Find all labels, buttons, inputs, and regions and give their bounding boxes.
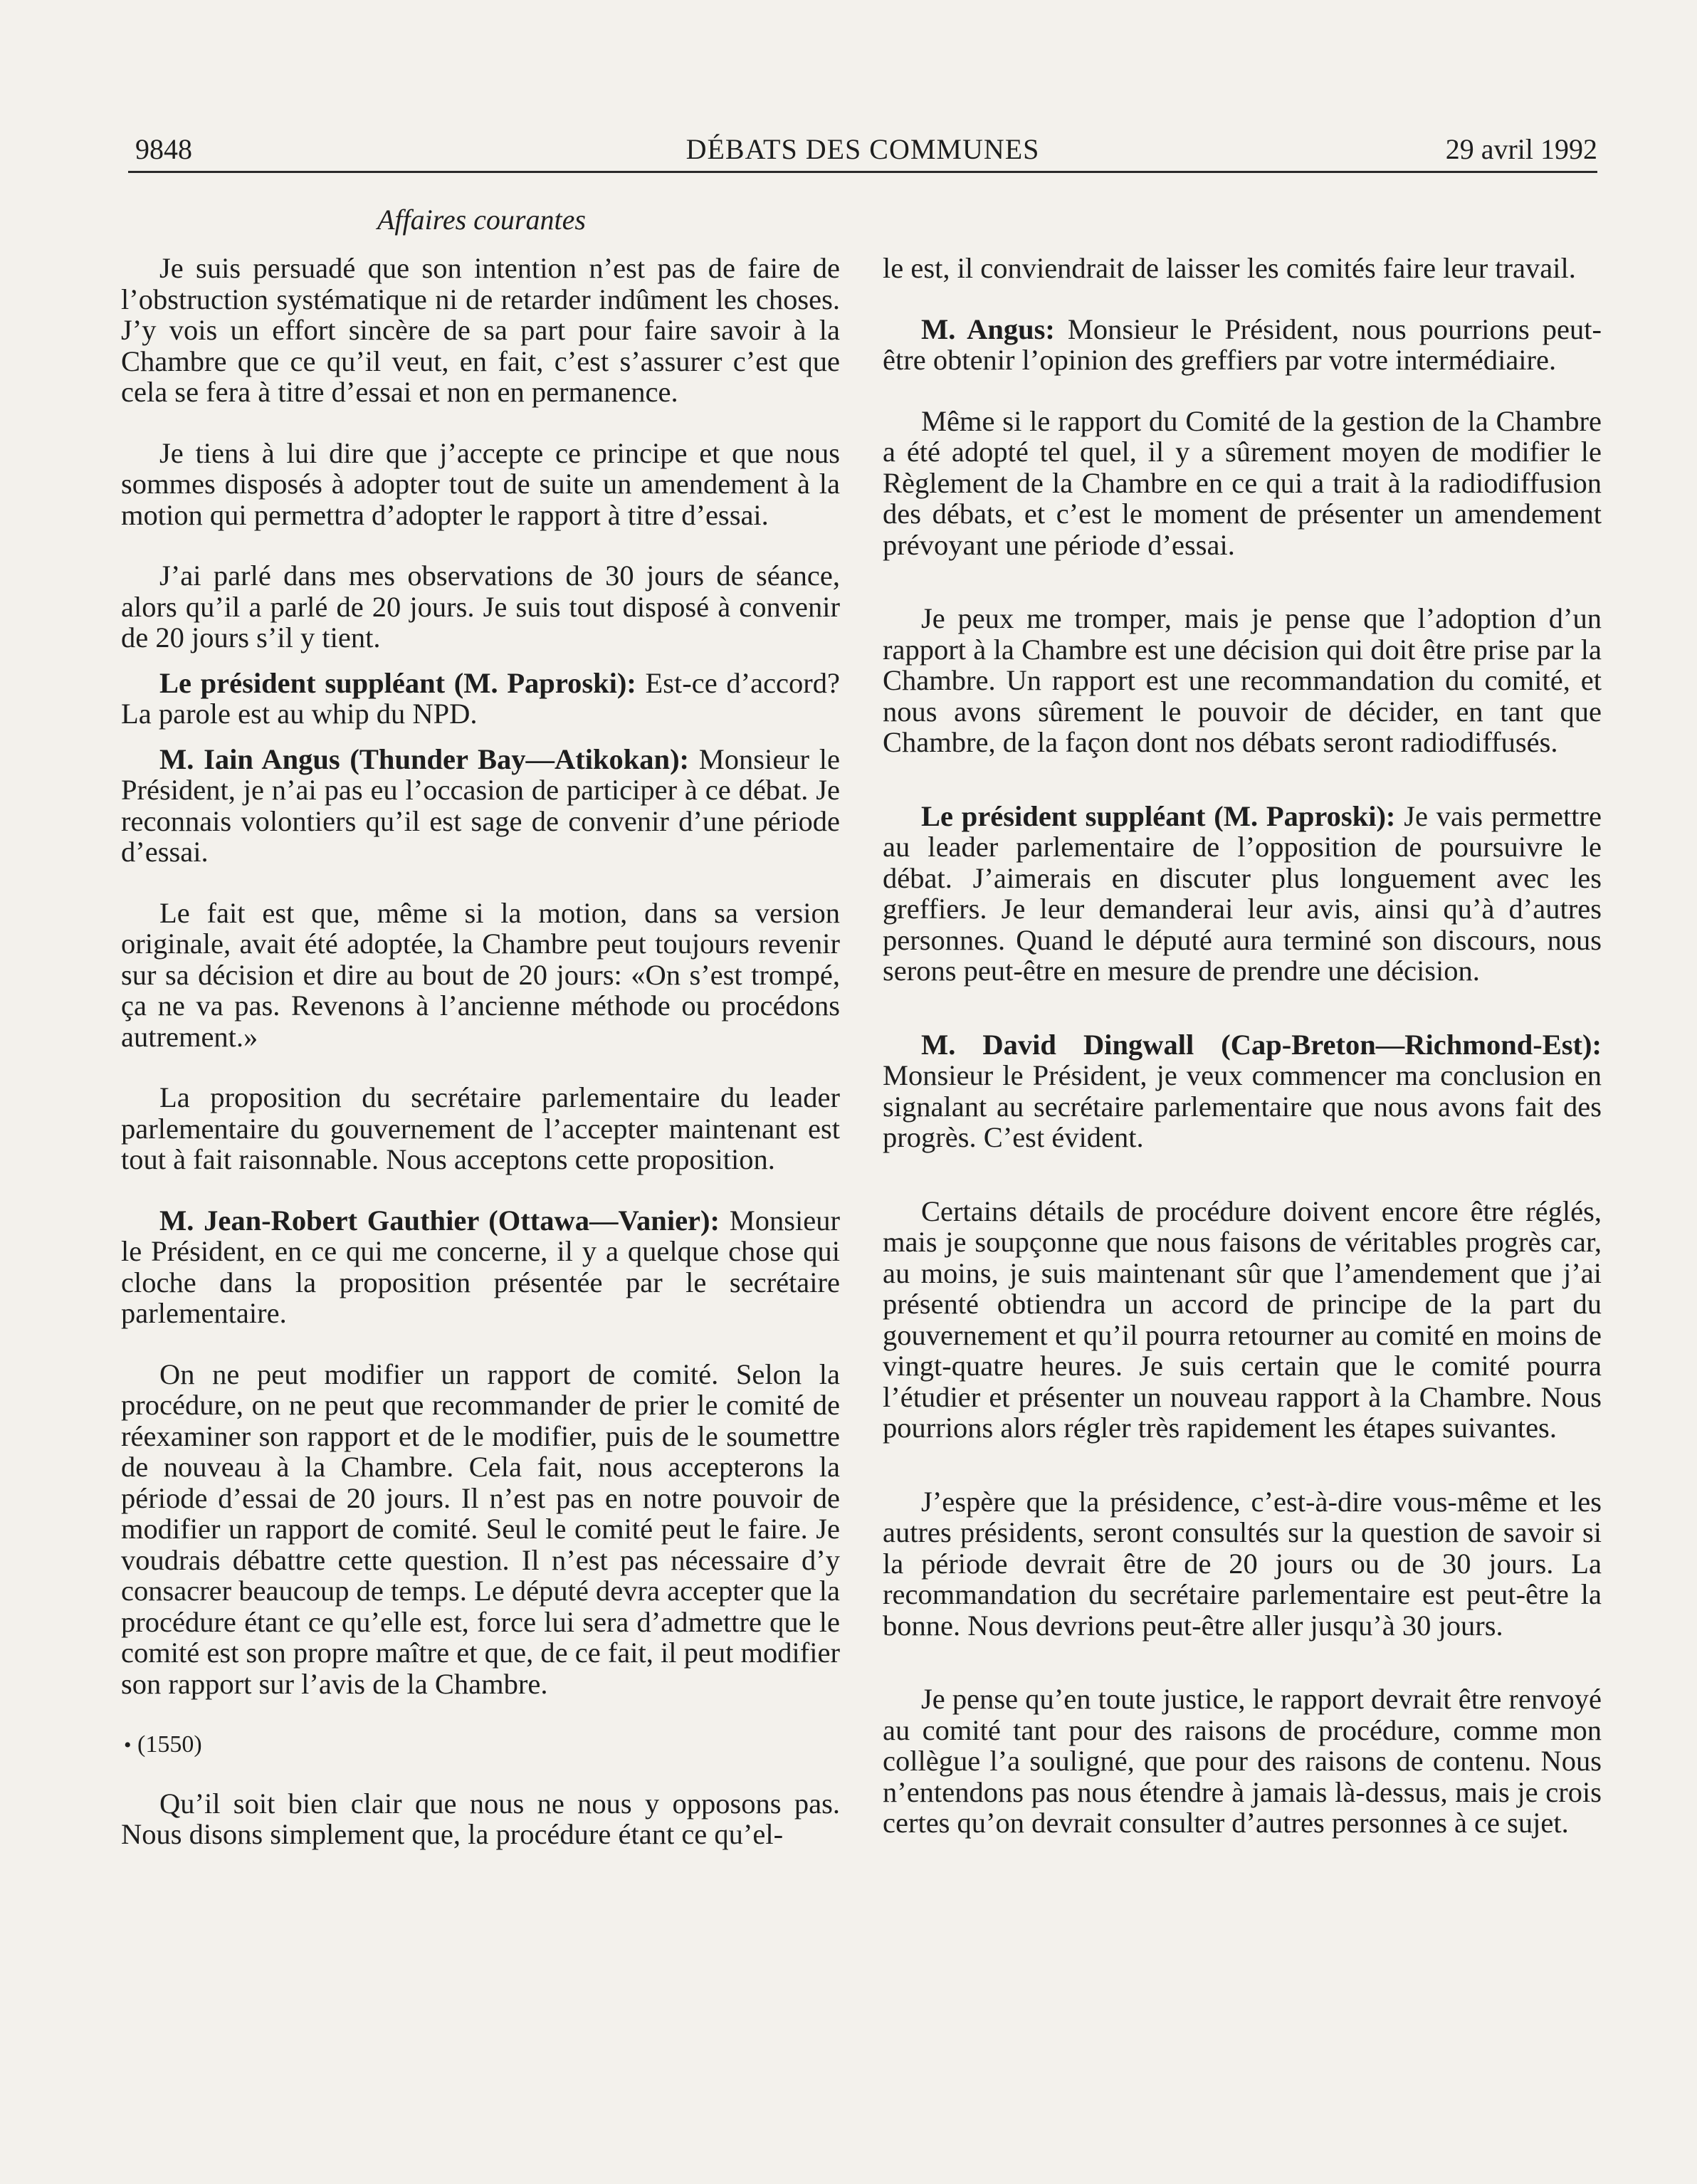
paragraph: J’ai parlé dans mes observations de 30 jours de séance, alors qu’il a parlé de 20 jours. Je suis tout disposé à convenir de 20 jours s’il y tient.: [121, 560, 840, 653]
speaker-paragraph: M. Angus: Monsieur le Président, nous pourrions peut-être obtenir l’opinion des greffiers par votre intermédiaire.: [883, 313, 1602, 376]
paragraph: La proposition du secrétaire parlementaire du leader parlementaire du gouvernement de l’accepter maintenant est tout à fait raisonnable. Nous acceptons cette proposition.: [121, 1081, 840, 1175]
section-title: Affaires courantes: [377, 204, 586, 236]
paragraph: Certains détails de procédure doivent encore être réglés, mais je soupçonne que nous faisons de véritables progrès car, au moins, je suis maintenant sûr que l’amendement que j’ai présenté obtiendra un accord de principe de la part du gouvernement et qu’il pourra retourner au comité en moins de vingt-quatre heures. Je suis certain que le comité pourra l’étudier et présenter un nouveau rapport à la Chambre. Nous pourrions alors régler très rapidement les étapes suivantes.: [883, 1195, 1602, 1444]
speaker-paragraph: M. David Dingwall (Cap-Breton—Richmond-Est): Monsieur le Président, je veux commencer ma conclusion en signalant au secrétaire parlementaire que nous avons fait des progrès. C’est évident.: [883, 1028, 1602, 1153]
paragraph: Qu’il soit bien clair que nous ne nous y opposons pas. Nous disons simplement que, la procédure étant ce qu’el-: [121, 1787, 840, 1850]
speaker-name: M. Angus:: [921, 313, 1055, 345]
speaker-name: Le président suppléant (M. Paproski):: [159, 666, 636, 699]
paragraph-continued: le est, il conviendrait de laisser les comités faire leur travail.: [883, 252, 1576, 284]
page-number: 9848: [135, 133, 192, 165]
speaker-name: M. Iain Angus (Thunder Bay—Atikokan):: [159, 742, 690, 775]
paragraph: On ne peut modifier un rapport de comité. Selon la procédure, on ne peut que recommander de prier le comité de réexaminer son rapport et de le modifier, puis de le soumettre de nouveau à la Chambre. Cela fait, nous accepterons la période d’essai de 20 jours. Il n’est pas en notre pouvoir de modifier un rapport de comité. Seul le comité peut le faire. Je voudrais débattre cette question. Il n’est pas nécessaire d’y consacrer beaucoup de temps. Le député devra accepter que la procédure étant ce qu’elle est, force lui sera d’admettre que le comité est son propre maître et que, de ce fait, il peut modifier son rapport sur l’avis de la Chambre.: [121, 1358, 840, 1700]
speaker-paragraph: M. Iain Angus (Thunder Bay—Atikokan): Monsieur le Président, je n’ai pas eu l’occasion de participer à ce débat. Je reconnais volontiers qu’il est sage de convenir d’une période d’essai.: [121, 742, 840, 868]
publication-date: 29 avril 1992: [1445, 133, 1597, 165]
paragraph: Je tiens à lui dire que j’accepte ce principe et que nous sommes disposés à adopter tout de suite un amendement à la motion qui permettra d’adopter le rapport à titre d’essai.: [121, 436, 840, 531]
left-column: [121, 253, 840, 1880]
speaker-paragraph: Le président suppléant (M. Paproski): Je vais permettre au leader parlementaire de l’opposition de poursuivre le débat. J’aimerais en discuter plus longuement avec les greffiers. Je leur demanderai leur avis, ainsi qu’à d’autres personnes. Quand le député aura terminé son discours, nous serons peut-être en mesure de prendre une décision.: [883, 799, 1602, 987]
paragraph: Je suis persuadé que son intention n’est pas de faire de l’obstruction systématique ni de retarder indûment les choses. J’y vois un effort sincère de sa part pour faire savoir à la Chambre que ce qu’il veut, en fait, c’est s’assurer c’est que cela se fera à titre d’essai et non en permanence.: [121, 252, 840, 408]
paragraph: Je pense qu’en toute justice, le rapport devrait être renvoyé au comité tant pour des raisons de procédure, comme mon collègue l’a souligné, que pour des raisons de contenu. Nous n’entendons pas nous étendre à jamais là-dessus, mais je crois certes qu’on devrait consulter d’autres personnes à ce sujet.: [883, 1683, 1602, 1839]
bullet-icon: •: [124, 1733, 132, 1757]
speaker-paragraph: Le président suppléant (M. Paproski): Est-ce d’accord? La parole est au whip du NPD.: [121, 666, 840, 730]
publication-title: DÉBATS DES COMMUNES: [685, 133, 1040, 165]
speaker-name: M. Jean-Robert Gauthier (Ottawa—Vanier):: [159, 1204, 720, 1237]
time-marker: • (1550): [124, 1731, 202, 1758]
page-header: [128, 124, 1597, 173]
speaker-name: Le président suppléant (M. Paproski):: [921, 799, 1396, 832]
speaker-name: M. David Dingwall (Cap-Breton—Richmond-Est):: [921, 1028, 1602, 1061]
paragraph: J’espère que la présidence, c’est-à-dire vous-même et les autres présidents, seront consultés sur la question de savoir si la période devrait être de 20 jours ou de 30 jours. La recommandation du secrétaire parlementaire est peut-être la bonne. Nous devrions peut-être aller jusqu’à 30 jours.: [883, 1485, 1602, 1642]
paragraph: Le fait est que, même si la motion, dans sa version originale, avait été adoptée, la Chambre peut toujours revenir sur sa décision et dire au bout de 20 jours: «On s’est trompé, ça ne va pas. Revenons à l’ancienne méthode ou procédons autrement.»: [121, 896, 840, 1053]
speaker-paragraph: M. Jean-Robert Gauthier (Ottawa—Vanier): Monsieur le Président, en ce qui me concerne, il y a quelque chose qui cloche dans la proposition présentée par le secrétaire parlementaire.: [121, 1204, 840, 1329]
right-column: [883, 253, 1602, 1869]
paragraph: Je peux me tromper, mais je pense que l’adoption d’un rapport à la Chambre est une décision qui doit être prise par la Chambre. Un rapport est une recommandation du comité, et nous avons sûrement le pouvoir de décider, en tant que Chambre, de la façon dont nos débats seront radiodiffusés.: [883, 602, 1602, 758]
paragraph: Même si le rapport du Comité de la gestion de la Chambre a été adopté tel quel, il y a sûrement moyen de modifier le Règlement de la Chambre en ce qui a trait à la radiodiffusion des débats, et c’est le moment de présenter un amendement prévoyant une période d’essai.: [883, 404, 1602, 561]
